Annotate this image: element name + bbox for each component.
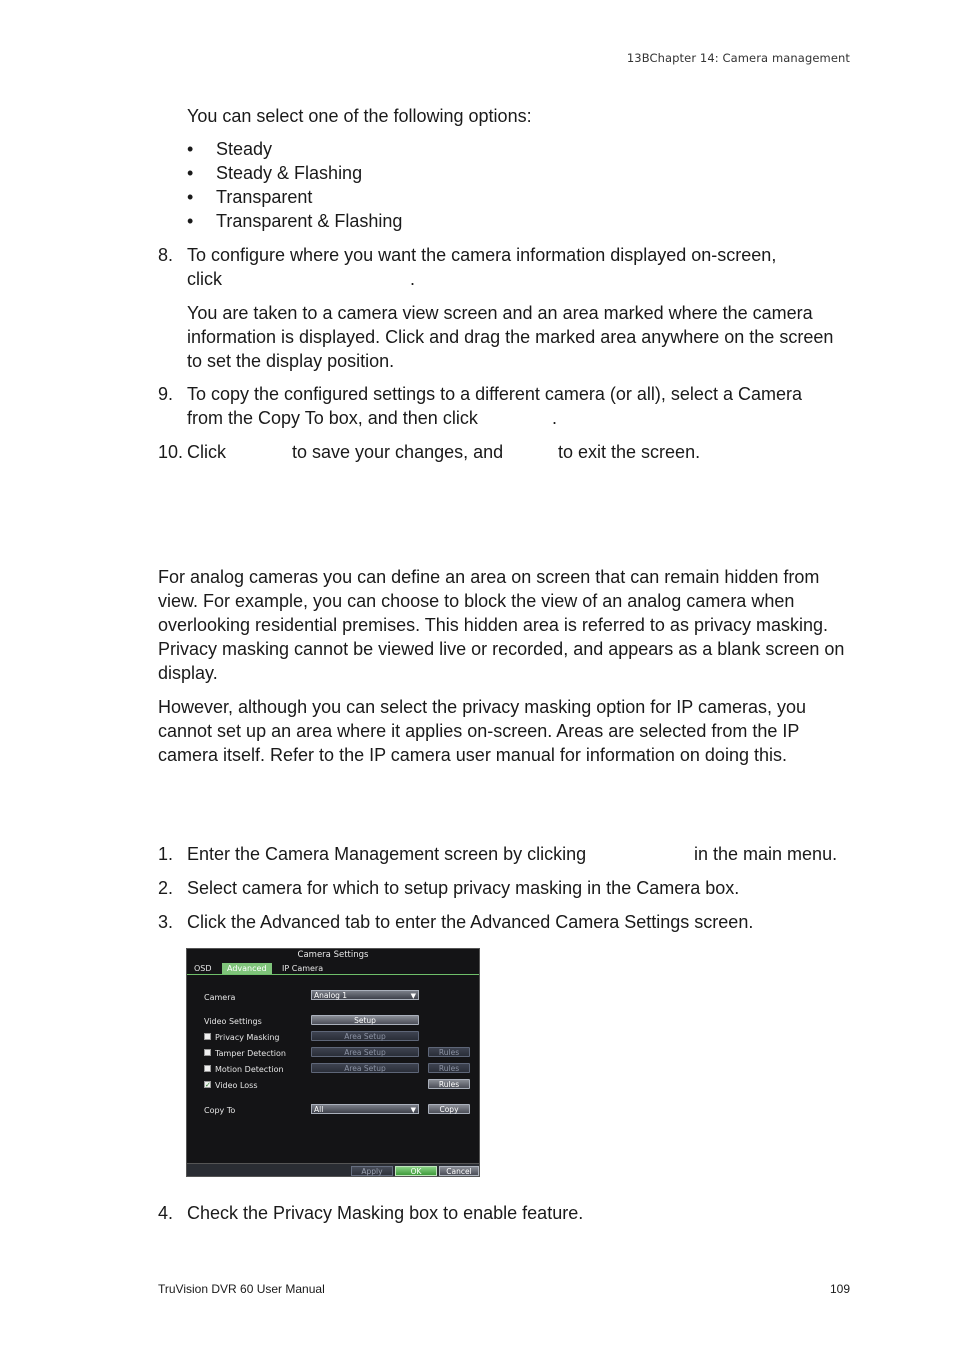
copy-to-select[interactable] <box>311 1104 419 1114</box>
setup-button[interactable]: Setup <box>311 1015 419 1025</box>
procedure-step-3 <box>158 910 858 934</box>
privacy-paragraph-2: However, although you can select the privacy masking option for IP cameras, you cannot set up an area where it applies on-screen. Areas are selected from the IP camera itself. Refer to the IP camera user manual for information on doing this. <box>158 697 807 765</box>
motion-detection-label: Motion Detection <box>215 1065 284 1074</box>
tab-ip-camera[interactable]: IP Camera <box>282 964 324 973</box>
running-head: 13BChapter 14: Camera management <box>626 51 850 65</box>
chevron-down-icon: ▼ <box>410 1106 416 1114</box>
step-8-description: You are taken to a camera view screen and an area marked where the camera information is displayed. Click and drag the marked area anywhere on the screen to set the display position. <box>187 303 834 371</box>
step-9-period: . <box>552 408 558 428</box>
copy-button[interactable]: Copy <box>428 1104 470 1114</box>
bullet-symbol: • <box>187 211 194 231</box>
step-number: 10. <box>158 442 184 462</box>
option-item <box>187 137 587 161</box>
camera-label: Camera <box>204 993 236 1002</box>
ok-button[interactable]: OK <box>395 1166 437 1176</box>
step-text: Select camera for which to setup privacy masking in the Camera box. <box>187 878 740 898</box>
video-loss-checkbox[interactable] <box>204 1081 211 1088</box>
motion-rules-button[interactable]: Rules <box>428 1063 470 1073</box>
step-number: 4. <box>158 1203 174 1223</box>
tab-advanced[interactable]: Advanced <box>222 963 272 974</box>
camera-select-value: Analog 1 <box>314 991 348 1000</box>
cancel-button[interactable]: Cancel <box>439 1166 479 1176</box>
privacy-paragraph-1: For analog cameras you can define an area on screen that can remain hidden from view. For example, you can choose to block the view of an analog camera when overlooking residential premises. This hidden area is referred to as privacy masking. Privacy masking cannot be viewed live or recorded, and appears as a blank screen on display. <box>158 567 845 683</box>
tamper-area-setup-button[interactable]: Area Setup <box>311 1047 419 1057</box>
procedure-step-1 <box>158 842 858 866</box>
step-number: 3. <box>158 912 174 932</box>
privacy-masking-checkbox[interactable] <box>204 1033 211 1040</box>
copy-to-label: Copy To <box>204 1106 236 1115</box>
chevron-down-icon: ▼ <box>410 992 416 1000</box>
step-8 <box>158 243 858 291</box>
step-text: Click the Advanced tab to enter the Advanced Camera Settings screen. <box>187 912 754 932</box>
step-8-click: click <box>187 269 222 289</box>
motion-area-setup-button[interactable]: Area Setup <box>311 1063 419 1073</box>
dialog-footer <box>187 1163 479 1177</box>
video-settings-label: Video Settings <box>204 1017 262 1026</box>
option-label: Transparent & Flashing <box>216 211 403 231</box>
step-9-line1: To copy the configured settings to a different camera (or all), select a Camera <box>187 384 802 404</box>
video-loss-label: Video Loss <box>215 1081 258 1090</box>
option-item <box>187 209 587 233</box>
step-8-period: . <box>410 269 416 289</box>
step-number: 8. <box>158 245 174 265</box>
option-label: Transparent <box>216 187 313 207</box>
bullet-symbol: • <box>187 139 194 159</box>
footer-manual-title: TruVision DVR 60 User Manual <box>158 1282 325 1296</box>
step-10-exit-text: to exit the screen. <box>558 442 701 462</box>
option-label: Steady <box>216 139 273 159</box>
step-9 <box>158 382 858 430</box>
step-number: 2. <box>158 878 174 898</box>
video-loss-rules-button[interactable]: Rules <box>428 1079 470 1089</box>
step-text-end: in the main menu. <box>694 844 838 864</box>
procedure-step-4 <box>158 1201 858 1225</box>
step-10-save-text: to save your changes, and <box>292 442 504 462</box>
step-10-click: Click <box>187 442 226 462</box>
step-number: 9. <box>158 384 174 404</box>
intro-text: You can select one of the following options: <box>187 106 532 126</box>
step-9-line2: from the Copy To box, and then click <box>187 408 478 428</box>
step-text: Enter the Camera Management screen by clicking <box>187 844 587 864</box>
page-number: 109 <box>829 1282 850 1296</box>
option-item <box>187 185 587 209</box>
step-text: Check the Privacy Masking box to enable feature. <box>187 1203 584 1223</box>
motion-detection-checkbox[interactable] <box>204 1065 211 1072</box>
option-label: Steady & Flashing <box>216 163 363 183</box>
bullet-symbol: • <box>187 163 194 183</box>
option-item <box>187 161 587 185</box>
bullet-symbol: • <box>187 187 194 207</box>
tamper-detection-checkbox[interactable] <box>204 1049 211 1056</box>
copy-to-value: All <box>314 1105 324 1114</box>
tamper-rules-button[interactable]: Rules <box>428 1047 470 1057</box>
step-number: 1. <box>158 844 174 864</box>
privacy-area-setup-button[interactable]: Area Setup <box>311 1031 419 1041</box>
procedure-step-2 <box>158 876 858 900</box>
camera-settings-screenshot <box>186 948 480 1177</box>
checkmark-icon: ✓ <box>205 1081 211 1089</box>
dialog-title: Camera Settings <box>297 950 369 960</box>
privacy-masking-label: Privacy Masking <box>215 1033 280 1042</box>
apply-button[interactable]: Apply <box>351 1166 393 1176</box>
step-8-line1: To configure where you want the camera information displayed on-screen, <box>187 245 777 265</box>
camera-select[interactable] <box>311 990 419 1000</box>
tamper-detection-label: Tamper Detection <box>215 1049 286 1058</box>
step-10 <box>158 440 858 464</box>
tab-bar <box>187 963 479 975</box>
tab-osd[interactable]: OSD <box>194 964 212 973</box>
